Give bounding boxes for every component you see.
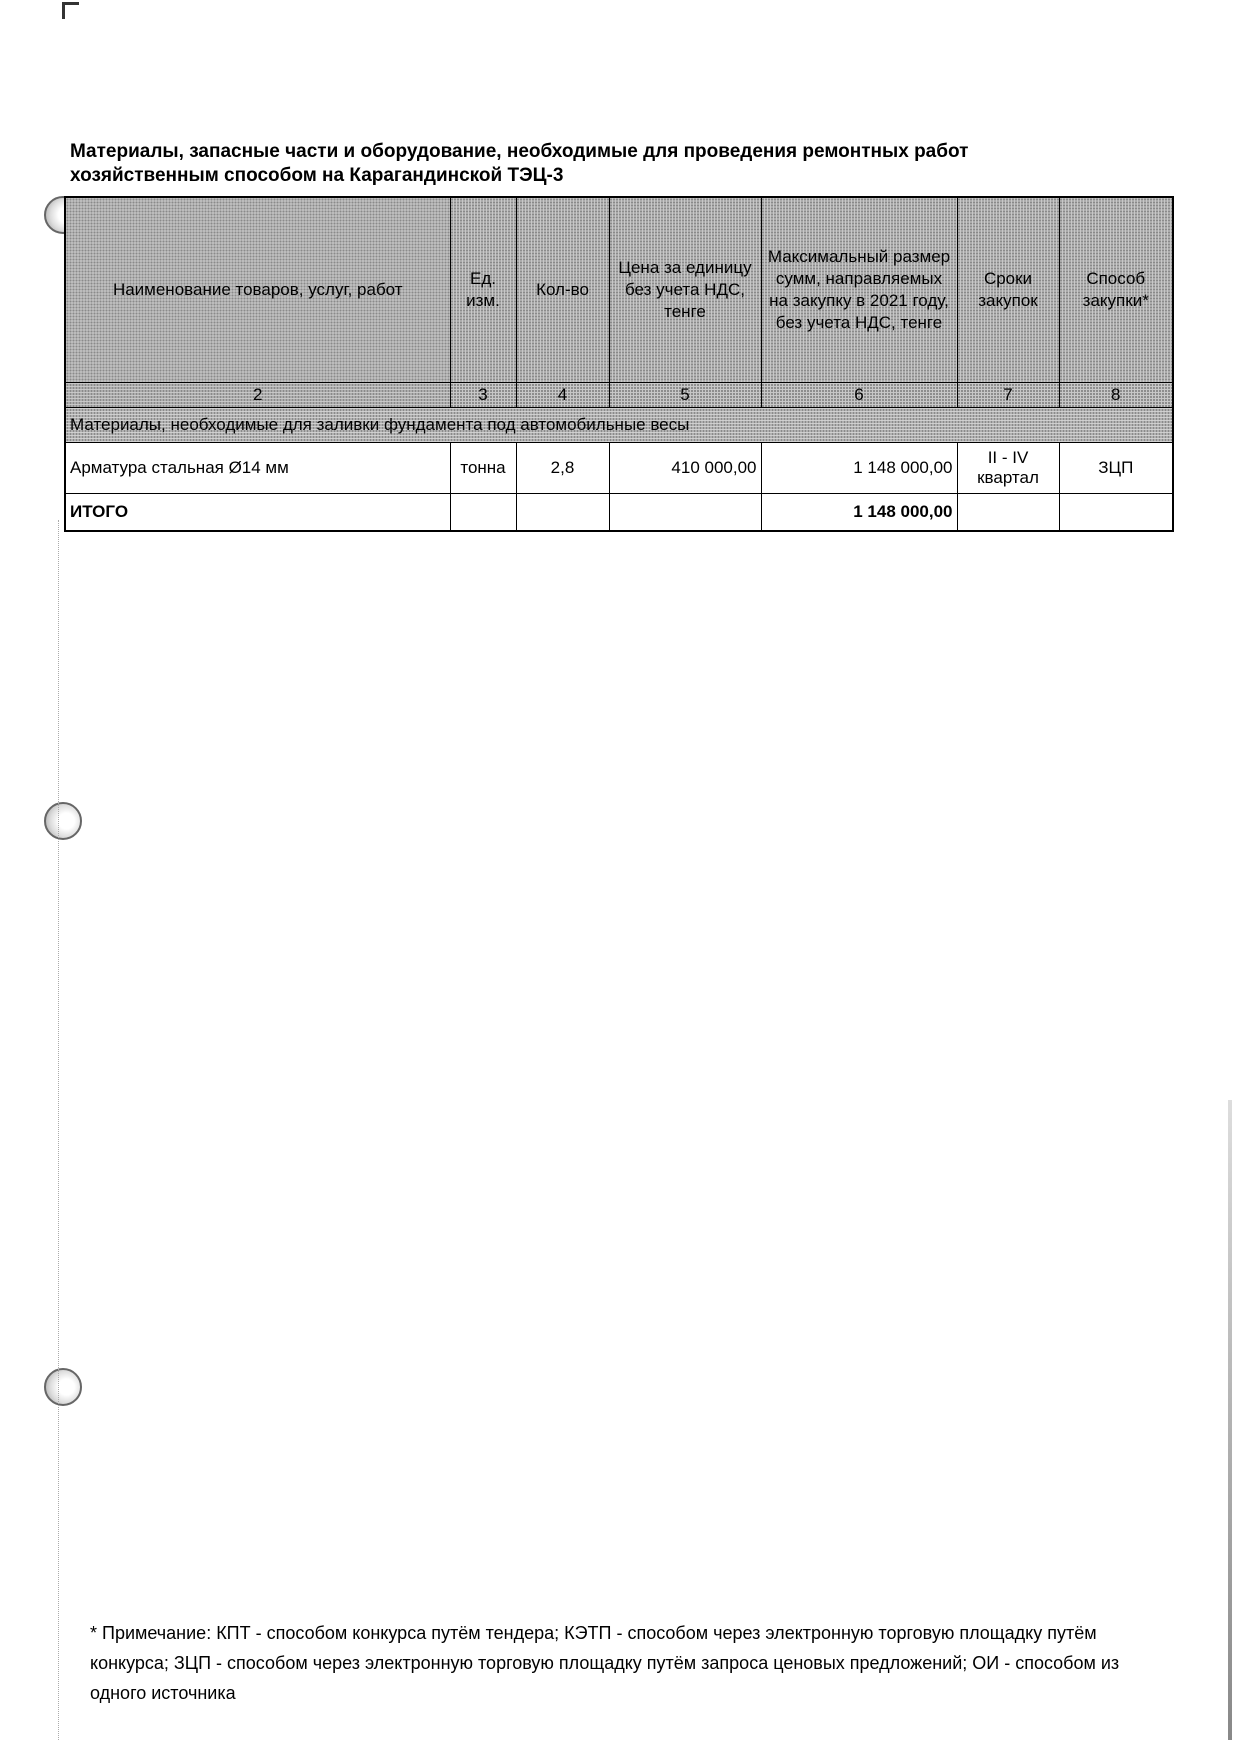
table-header-row: [65, 197, 1173, 383]
item-price: 410 000,00: [609, 443, 761, 494]
header-price: Цена за единицу без учета НДС, тенге: [609, 197, 761, 383]
footnote: * Примечание: КПТ - способом конкурса путём тендера; КЭТП - способом через электронную торговую площадку путём конкурса; ЗЦП - способом через электронную торговую площадку путём запроса ценовых предложений; ОИ - способом из одного источника: [90, 1623, 1120, 1703]
header-unit: Ед. изм.: [450, 197, 516, 383]
purchase-table: [64, 196, 1174, 532]
column-number: 4: [516, 383, 609, 408]
column-number: 5: [609, 383, 761, 408]
total-label: ИТОГО: [65, 494, 450, 532]
item-max-sum: 1 148 000,00: [761, 443, 957, 494]
scan-margin-line: [58, 520, 59, 1740]
column-number: 3: [450, 383, 516, 408]
empty-cell: [609, 494, 761, 532]
section-title: Материалы, необходимые для заливки фундамента под автомобильные весы: [65, 408, 1173, 443]
empty-cell: [516, 494, 609, 532]
header-qty: Кол-во: [516, 197, 609, 383]
empty-cell: [1059, 494, 1173, 532]
item-qty: 2,8: [516, 443, 609, 494]
item-name: Арматура стальная Ø14 мм: [65, 443, 450, 494]
header-method: Способ закупки*: [1059, 197, 1173, 383]
punch-hole-middle: [44, 802, 82, 840]
header-period: Сроки закупок: [957, 197, 1059, 383]
empty-cell: [957, 494, 1059, 532]
table-row: [65, 443, 1173, 494]
column-number: 7: [957, 383, 1059, 408]
header-name: Наименование товаров, услуг, работ: [65, 197, 450, 383]
section-row: [65, 408, 1173, 443]
item-method: ЗЦП: [1059, 443, 1173, 494]
column-number: 6: [761, 383, 957, 408]
scan-right-edge: [1228, 1100, 1232, 1740]
item-period: II - IV квартал: [957, 443, 1059, 494]
header-max-sum: Максимальный размер сумм, направляемых на закупку в 2021 году, без учета НДС, тенге: [761, 197, 957, 383]
total-max-sum: 1 148 000,00: [761, 494, 957, 532]
punch-hole-bottom: [44, 1368, 82, 1406]
document-title: Материалы, запасные части и оборудование, необходимые для проведения ремонтных работ хозяйственным способом на Карагандинской ТЭЦ-3: [70, 141, 969, 186]
column-number: 8: [1059, 383, 1173, 408]
column-number: 2: [65, 383, 450, 408]
scan-corner-mark: [62, 2, 79, 19]
total-row: [65, 494, 1173, 532]
empty-cell: [450, 494, 516, 532]
item-unit: тонна: [450, 443, 516, 494]
column-number-row: [65, 383, 1173, 408]
